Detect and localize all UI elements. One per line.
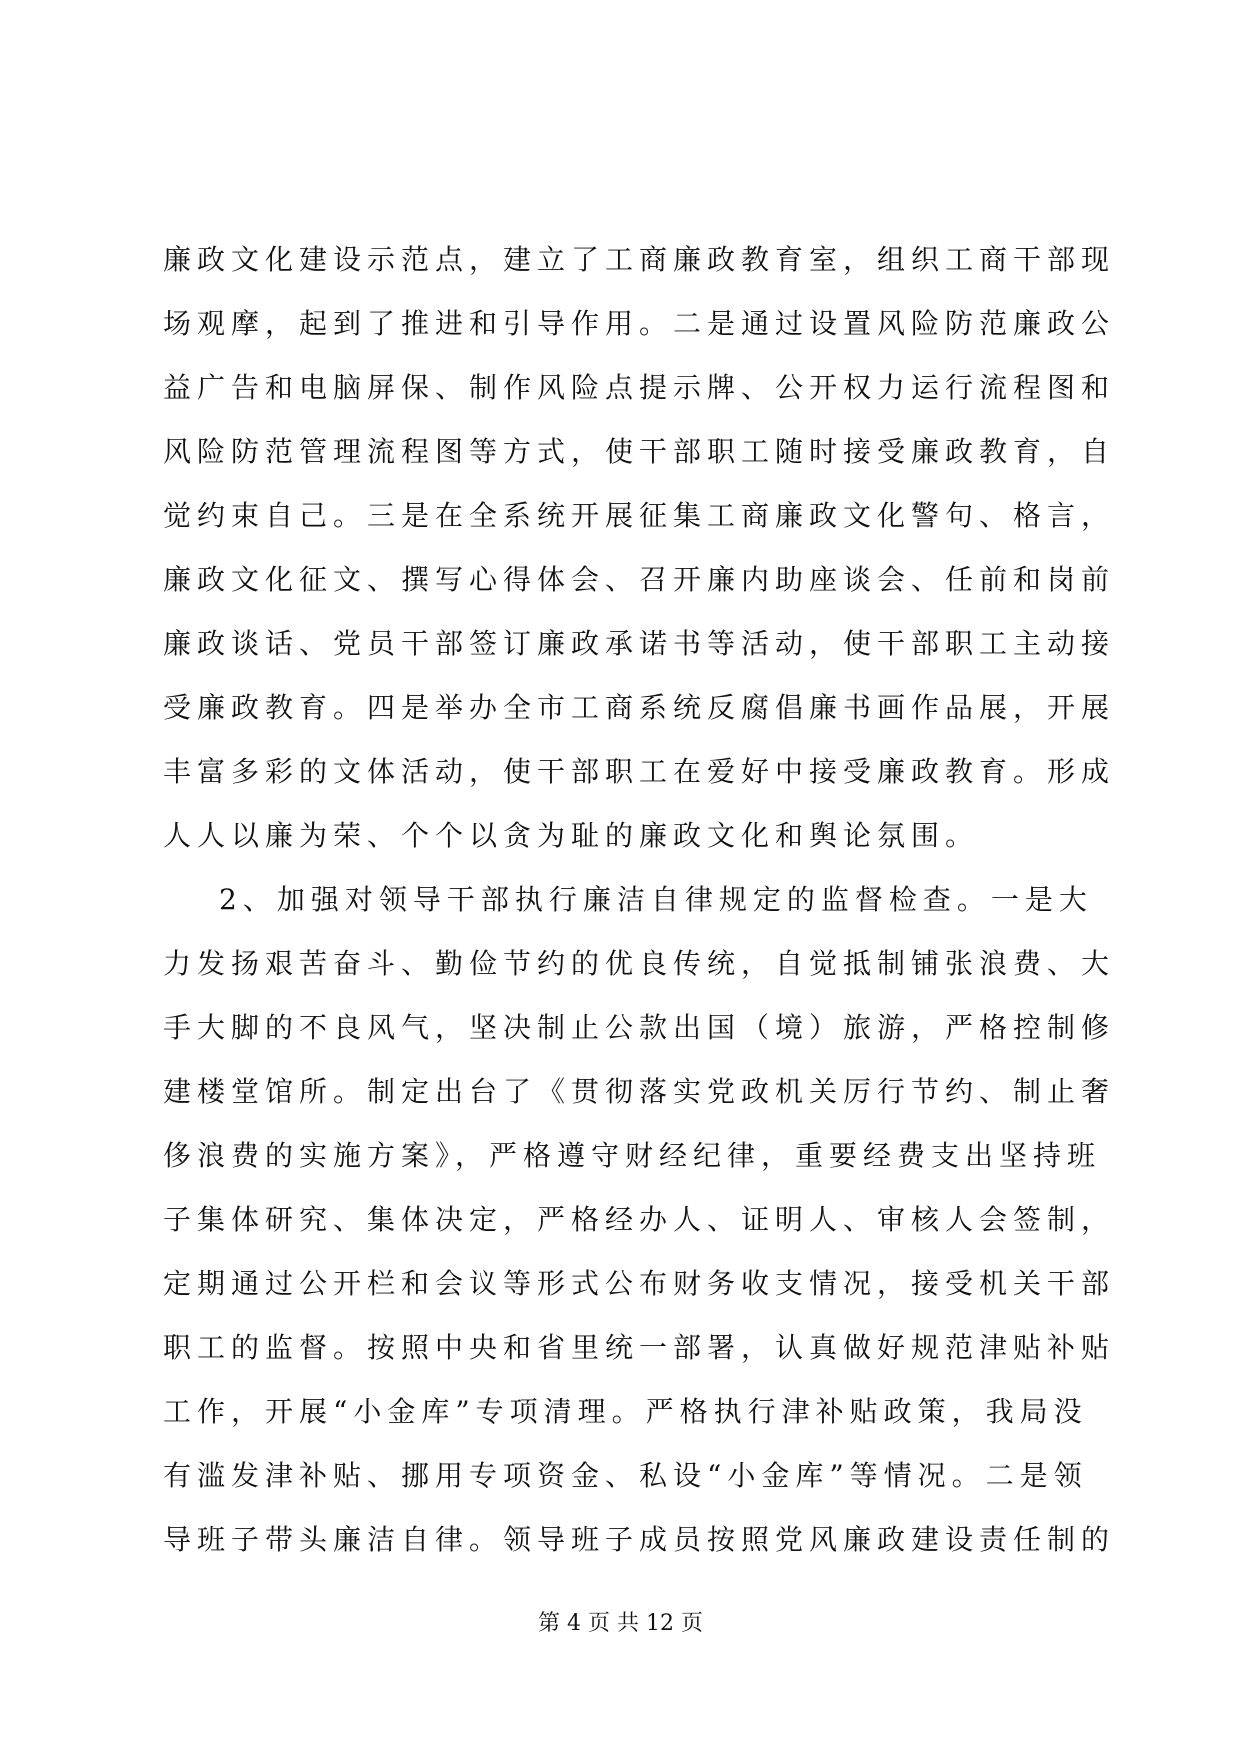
text-line: 力发扬艰苦奋斗、勤俭节约的优良传统，自觉抵制铺张浪费、大: [163, 947, 1116, 980]
text-line: 益广告和电脑屏保、制作风险点提示牌、公开权力运行流程图和: [163, 371, 1116, 404]
page-number-footer: 第 4 页 共 12 页: [538, 1611, 703, 1636]
text-line: 风险防范管理流程图等方式，使干部职工随时接受廉政教育，自: [163, 435, 1116, 468]
text-line: 工作，开展“小金库”专项清理。严格执行津补贴政策，我局没: [163, 1395, 1088, 1428]
paragraph-1: [163, 228, 1116, 868]
text-line: 定期通过公开栏和会议等形式公布财务收支情况，接受机关干部: [163, 1267, 1116, 1300]
text-line: 侈浪费的实施方案》，严格遵守财经纪律，重要经费支出坚持班: [163, 1139, 1102, 1172]
text-line: 廉政文化征文、撰写心得体会、召开廉内助座谈会、任前和岗前: [163, 563, 1116, 596]
text-line: 职工的监督。按照中央和省里统一部署，认真做好规范津贴补贴: [163, 1331, 1116, 1364]
text-line: 手大脚的不良风气，坚决制止公款出国（境）旅游，严格控制修: [163, 1011, 1116, 1044]
text-line: 丰富多彩的文体活动，使干部职工在爱好中接受廉政教育。形成: [163, 755, 1116, 788]
text-line: 廉政谈话、党员干部签订廉政承诺书等活动，使干部职工主动接: [163, 627, 1116, 660]
document-body: [163, 228, 1116, 1572]
text-line: 受廉政教育。四是举办全市工商系统反腐倡廉书画作品展，开展: [163, 691, 1116, 724]
text-line: 导班子带头廉洁自律。领导班子成员按照党风廉政建设责任制的: [163, 1523, 1116, 1556]
text-line: 廉政文化建设示范点，建立了工商廉政教育室，组织工商干部现: [163, 243, 1116, 276]
text-line: 有滥发津补贴、挪用专项资金、私设“小金库”等情况。二是领: [163, 1459, 1088, 1492]
text-line: 场观摩，起到了推进和引导作用。二是通过设置风险防范廉政公: [163, 307, 1116, 340]
text-line: 建楼堂馆所。制定出台了《贯彻落实党政机关厉行节约、制止奢: [163, 1075, 1116, 1108]
text-line: 人人以廉为荣、个个以贪为耻的廉政文化和舆论氛围。: [163, 819, 980, 852]
text-line: 2、加强对领导干部执行廉洁自律规定的监督检查。一是大: [219, 883, 1093, 916]
paragraph-2: [163, 868, 1116, 1572]
text-line: 子集体研究、集体决定，严格经办人、证明人、审核人会签制，: [163, 1203, 1116, 1236]
text-line: 觉约束自己。三是在全系统开展征集工商廉政文化警句、格言，: [163, 499, 1116, 532]
